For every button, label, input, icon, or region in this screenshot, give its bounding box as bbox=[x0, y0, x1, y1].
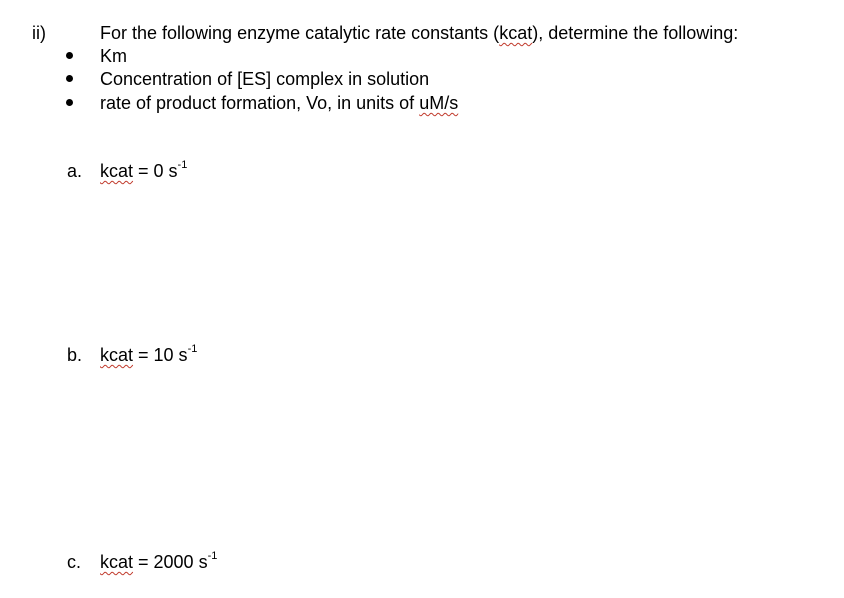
bullet-icon bbox=[66, 75, 73, 82]
bullet-icon bbox=[66, 52, 73, 59]
bullet-icon bbox=[66, 99, 73, 106]
part-c-exponent: -1 bbox=[207, 550, 218, 562]
part-a-kcat: kcat bbox=[100, 161, 134, 181]
unit-um-per-s: uM/s bbox=[419, 93, 459, 113]
question-prompt bbox=[100, 22, 738, 44]
prompt-kcat: kcat bbox=[499, 23, 533, 43]
part-b-kcat: kcat bbox=[100, 345, 134, 365]
part-b-value: = 10 s bbox=[133, 345, 188, 365]
part-c-value: = 2000 s bbox=[133, 552, 208, 572]
part-c-equation bbox=[100, 551, 217, 573]
prompt-text-start: For the following enzyme catalytic rate constants ( bbox=[100, 23, 500, 43]
part-c-kcat: kcat bbox=[100, 552, 134, 572]
bullet-es-concentration: Concentration of [ES] complex in solution bbox=[100, 69, 430, 89]
bullet-km: Km bbox=[100, 46, 127, 66]
part-b-equation bbox=[100, 344, 197, 366]
prompt-text-end: ), determine the following: bbox=[532, 23, 739, 43]
part-c-letter: c. bbox=[67, 552, 82, 572]
part-b-exponent: -1 bbox=[187, 343, 198, 355]
part-a-letter: a. bbox=[67, 161, 83, 181]
part-a-equation bbox=[100, 160, 187, 182]
part-a-value: = 0 s bbox=[133, 161, 178, 181]
part-b-letter: b. bbox=[67, 345, 83, 365]
part-a-exponent: -1 bbox=[177, 159, 188, 171]
question-number: ii) bbox=[32, 23, 46, 43]
bullet-product-rate bbox=[100, 92, 458, 114]
bullet-product-rate-text: rate of product formation, Vo, in units of bbox=[100, 93, 420, 113]
